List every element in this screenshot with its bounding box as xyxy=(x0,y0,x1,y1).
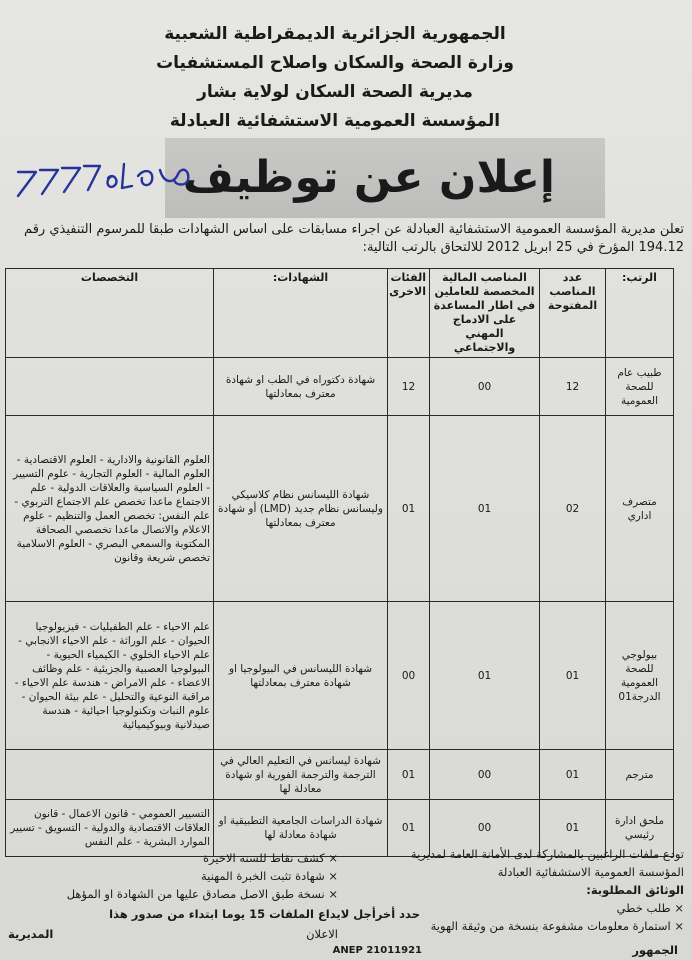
row-other: 01 xyxy=(388,800,430,857)
row-degree: شهادة الدراسات الجامعية التطبيقية او شهادة معادلة لها xyxy=(214,800,388,857)
row-open: 12 xyxy=(540,358,606,416)
signature-directorate: المديرية xyxy=(8,927,54,941)
row-open: 01 xyxy=(540,602,606,750)
table-row xyxy=(6,750,674,800)
table-header-row xyxy=(6,269,674,358)
row-degree: شهادة الليسانس في البيولوجيا او شهادة معترف بمعادلتها xyxy=(214,602,388,750)
row-other: 00 xyxy=(388,602,430,750)
row-grade: مترجم xyxy=(606,750,674,800)
row-other: 01 xyxy=(388,416,430,602)
row-specialties: علم الاحياء - علم الطفيليات - فيزيولوجيا الحيوان - علم الوراثة - علم الاحياء الانجابي - علم الاحياء الخلوي - الكيمياء الحيوية - البيولوجيا العصبية والجزيئية - علم وظائف الاعضاء - علم الامراض - هندسة علم الاحياء - مراقبة النوعية والتحليل - علم بيئة الحيوان - علوم النبات وتكنولوجيا احيائية - هندسة صيدلانية وبيوكيميائية xyxy=(6,602,214,750)
header xyxy=(120,20,550,136)
document-form: × استمارة معلومات مشفوعة بنسخة من وثيقة الهوية xyxy=(430,919,684,933)
header-open-posts: عدد المناصب المفتوحة xyxy=(540,269,606,358)
deposit-line-1: تودع ملفات الراغبين بالمشاركة لدى الأمانة العامة لمديرية xyxy=(410,847,684,861)
document-request: × طلب خطي xyxy=(616,901,684,915)
table-row xyxy=(6,602,674,750)
row-open: 01 xyxy=(540,800,606,857)
table-row xyxy=(6,358,674,416)
document-copy: × نسخة طبق الاصل مصادق عليها من الشهادة او المؤهل xyxy=(66,887,338,901)
header-other-categories: الفئات الاخرى xyxy=(388,269,430,358)
intro-text xyxy=(10,221,684,257)
row-specialties xyxy=(6,358,214,416)
row-open: 01 xyxy=(540,750,606,800)
header-ministry: وزارة الصحة والسكان واصلاح المستشفيات xyxy=(156,53,514,73)
announcement-title: إعلان عن توظيف xyxy=(182,152,555,203)
handwritten-note-image xyxy=(4,156,204,206)
row-open: 02 xyxy=(540,416,606,602)
row-degree: شهادة الليسانس نظام كلاسيكي وليسانس نظام جديد (LMD) أو شهادة معترف بمعادلتها xyxy=(214,416,388,602)
table-row xyxy=(6,416,674,602)
row-other: 01 xyxy=(388,750,430,800)
documents-title: الوثائق المطلوبة: xyxy=(586,883,684,897)
row-reserved: 00 xyxy=(430,358,540,416)
header-reserved-posts: المناصب المالية المخصصة للعاملين في اطار المساعدة على الادماج المهني والاجتماعي xyxy=(430,269,540,358)
row-reserved: 01 xyxy=(430,416,540,602)
row-reserved: 00 xyxy=(430,800,540,857)
row-other: 12 xyxy=(388,358,430,416)
header-specialties: التخصصات xyxy=(6,269,214,358)
newspaper-corner: الجمهور xyxy=(632,943,678,957)
document-points: × كشف نقاط للسنة الاخيرة xyxy=(203,851,338,865)
row-grade: ملحق ادارة رئيسي xyxy=(606,800,674,857)
document-experience: × شهادة تثبت الخبرة المهنية xyxy=(201,869,338,883)
row-specialties: العلوم القانونية والادارية - العلوم الاقتصادية - العلوم المالية - العلوم التجارية - علوم التسيير - العلوم السياسية والعلاقات الدولية - علم الاجتماع ماعدا تخصص علم الاجتماع التربوي - علم النفس: تخصص العمل والتنظيم - علوم الاعلام والاتصال ماعدا تخصصي الصحافة المكتوبة والسمعي البصري - العلوم الاسلامية تخصص شريعة وقانون xyxy=(6,416,214,602)
row-grade: متصرف اداري xyxy=(606,416,674,602)
header-directorate: مديرية الصحة السكان لولاية بشار xyxy=(197,82,473,102)
deadline-line-1: حدد أخرأجل لايداع الملفات 15 يوما ابتداء من صدور هذا xyxy=(109,907,420,921)
positions-table xyxy=(5,268,674,857)
row-specialties: التسيير العمومي - قانون الاعمال - قانون العلاقات الاقتصادية والدولية - التسويق - تسيير الموارد البشرية - علم النفس xyxy=(6,800,214,857)
row-grade: طبيب عام للصحة العمومية xyxy=(606,358,674,416)
anep-reference: ANEP 21011921 xyxy=(332,945,422,956)
row-reserved: 01 xyxy=(430,602,540,750)
intro-line-1: تعلن مديرية المؤسسة العمومية الاستشفائية العبادلة عن اجراء مسابقات على اساس الشهادات طبقا للمرسوم التنفيذي رقم xyxy=(24,222,684,237)
deadline-line-2: الاعلان xyxy=(306,927,338,941)
header-institution: المؤسسة العمومية الاستشفائية العبادلة xyxy=(169,111,501,131)
header-grade: الرتب: xyxy=(606,269,674,358)
intro-line-2: 194.12 المؤرخ في 25 ابريل 2012 للالتحاق بالرتب التالية: xyxy=(362,240,684,255)
row-grade: بيولوجي للصحة العمومية الدرجة01 xyxy=(606,602,674,750)
header-republic: الجمهورية الجزائرية الديمقراطية الشعبية xyxy=(164,24,506,44)
deposit-line-2: المؤسسة العمومية الاستشفائية العبادلة xyxy=(497,865,684,879)
header-degrees: الشهادات: xyxy=(214,269,388,358)
row-reserved: 00 xyxy=(430,750,540,800)
row-specialties xyxy=(6,750,214,800)
row-degree: شهادة دكتوراه في الطب او شهادة معترف بمعادلتها xyxy=(214,358,388,416)
row-degree: شهادة ليسانس في التعليم العالي في الترجمة والترجمة الفورية او شهادة معادلة لها xyxy=(214,750,388,800)
